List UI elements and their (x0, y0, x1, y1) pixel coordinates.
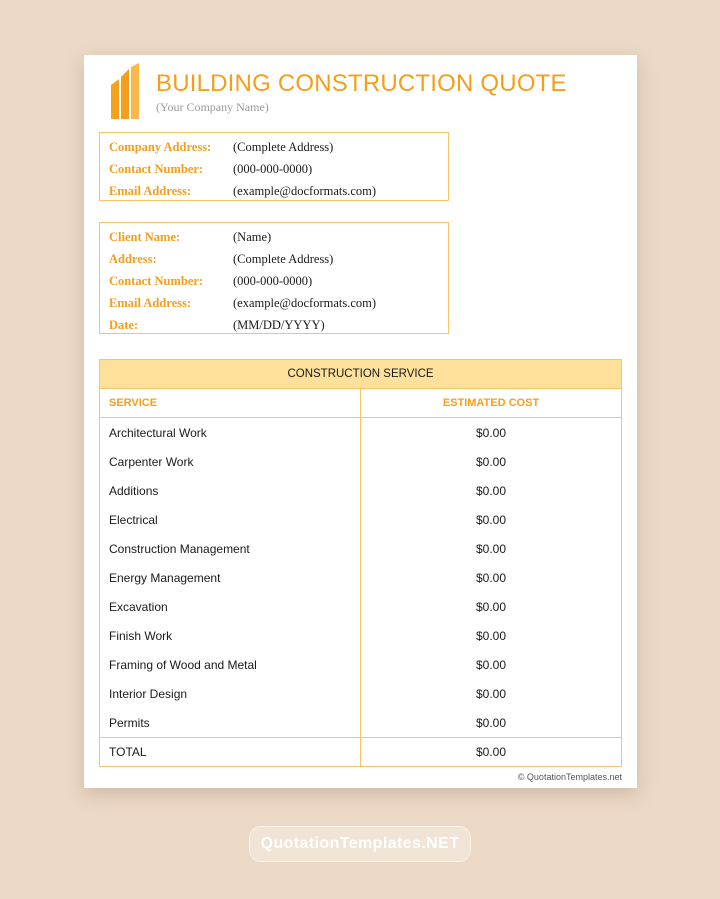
client-email-value: (example@docformats.com) (233, 295, 377, 310)
client-contact-label: Contact Number: (109, 273, 204, 288)
table-row (100, 708, 621, 737)
cost-cell: $0.00 (475, 541, 507, 556)
table-row (100, 505, 621, 534)
service-cell: Excavation (100, 592, 361, 621)
client-address-value: (Complete Address) (233, 251, 334, 266)
company-address-value: (Complete Address) (233, 139, 334, 154)
quote-document (84, 55, 637, 788)
service-cell: Energy Management (100, 563, 361, 592)
table-row (100, 650, 621, 679)
cost-cell: $0.00 (475, 628, 507, 643)
table-row (100, 418, 621, 447)
company-info-row (100, 180, 448, 202)
cost-cell: $0.00 (475, 715, 507, 730)
table-row (100, 592, 621, 621)
service-cell: Construction Management (100, 534, 361, 563)
service-cell: Architectural Work (100, 418, 361, 447)
services-table-columns (100, 389, 621, 418)
total-label: TOTAL (100, 738, 361, 766)
client-info-row (100, 292, 448, 314)
table-row (100, 679, 621, 708)
client-info-box (99, 222, 449, 334)
cost-cell: $0.00 (475, 512, 507, 527)
document-title: BUILDING CONSTRUCTION QUOTE (156, 70, 567, 97)
company-info-row (100, 136, 448, 158)
contact-number-label: Contact Number: (109, 161, 204, 176)
service-cell: Electrical (100, 505, 361, 534)
copyright-text: © QuotationTemplates.net (517, 772, 622, 782)
cost-cell: $0.00 (475, 483, 507, 498)
client-name-value: (Name) (233, 229, 272, 244)
company-info-box (99, 132, 449, 201)
total-row (100, 737, 621, 766)
client-email-label: Email Address: (109, 295, 192, 310)
company-address-label: Company Address: (109, 139, 212, 154)
service-cell: Additions (100, 476, 361, 505)
email-address-label: Email Address: (109, 183, 192, 198)
cost-cell: $0.00 (475, 686, 507, 701)
date-label: Date: (109, 317, 139, 332)
company-info-row (100, 158, 448, 180)
email-address-value: (example@docformats.com) (233, 183, 377, 198)
total-value: $0.00 (475, 745, 507, 759)
table-row (100, 447, 621, 476)
cost-cell: $0.00 (475, 570, 507, 585)
services-table-heading: CONSTRUCTION SERVICE (100, 360, 621, 389)
service-cell: Interior Design (100, 679, 361, 708)
table-row (100, 621, 621, 650)
client-info-row (100, 226, 448, 248)
client-name-label: Client Name: (109, 229, 181, 244)
cost-column-header: ESTIMATED COST (442, 397, 540, 409)
table-row (100, 563, 621, 592)
table-row (100, 476, 621, 505)
services-table-body (100, 418, 621, 737)
table-row (100, 534, 621, 563)
contact-number-value: (000-000-0000) (233, 161, 313, 176)
client-address-label: Address: (109, 251, 157, 266)
service-cell: Finish Work (100, 621, 361, 650)
services-table (99, 359, 622, 767)
cost-cell: $0.00 (475, 454, 507, 469)
cost-cell: $0.00 (475, 425, 507, 440)
cost-cell: $0.00 (475, 657, 507, 672)
service-cell: Permits (100, 708, 361, 737)
date-value: (MM/DD/YYYY) (233, 317, 325, 332)
client-info-row (100, 248, 448, 270)
client-info-row (100, 270, 448, 292)
brand-watermark: QuotationTemplates.NET (249, 826, 471, 862)
client-contact-value: (000-000-0000) (233, 273, 313, 288)
cost-cell: $0.00 (475, 599, 507, 614)
service-cell: Carpenter Work (100, 447, 361, 476)
client-info-row (100, 314, 448, 336)
company-name-placeholder: (Your Company Name) (156, 100, 269, 114)
service-column-header: SERVICE (100, 389, 361, 417)
service-cell: Framing of Wood and Metal (100, 650, 361, 679)
building-logo-icon (109, 63, 141, 119)
